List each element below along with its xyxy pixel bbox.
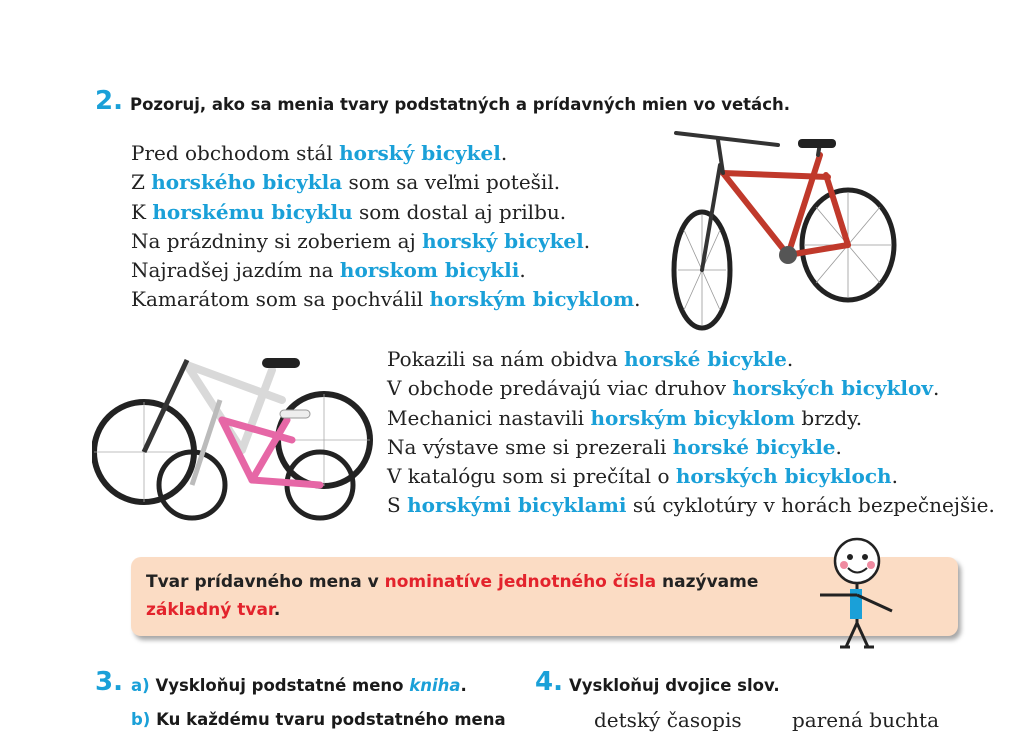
sentence-line bbox=[387, 404, 995, 433]
sentence-line bbox=[387, 345, 995, 374]
sentence-line bbox=[131, 139, 641, 168]
sentence-text-end: som sa veľmi potešil. bbox=[342, 170, 561, 195]
sentence-text-end: brzdy. bbox=[795, 405, 863, 430]
sentence-line bbox=[131, 198, 641, 227]
sentence-text: Na výstave sme si prezerali bbox=[387, 434, 673, 459]
sentence-text: V obchode predávajú viac druhov bbox=[387, 376, 733, 401]
highlighted-phrase: horský bicykel bbox=[422, 228, 584, 253]
highlighted-phrase: horských bicyklov bbox=[732, 376, 933, 401]
sentence-text-end: . bbox=[786, 347, 794, 371]
sentence-text-end: . bbox=[891, 464, 898, 489]
sentence-line bbox=[131, 227, 641, 256]
highlighted-phrase: horské bicykle bbox=[672, 434, 836, 459]
rule-highlight-nominative: nominatíve jednotného čísla bbox=[384, 572, 657, 592]
sentence-line bbox=[131, 256, 641, 285]
highlighted-phrase: horským bicyklom bbox=[429, 287, 635, 312]
highlighted-phrase: horských bicykloch bbox=[675, 464, 892, 489]
highlighted-phrase: horskom bicykli bbox=[339, 258, 520, 283]
task-3a-word: kniha bbox=[409, 676, 461, 695]
sentence-text: S bbox=[387, 493, 408, 518]
sentence-text-end: . bbox=[835, 434, 842, 459]
sentence-text-end: . bbox=[583, 228, 591, 253]
rule-text-period: . bbox=[273, 600, 281, 620]
two-bikes-image bbox=[92, 340, 377, 525]
sentence-text: Z bbox=[131, 170, 152, 195]
sentence-line bbox=[131, 285, 641, 314]
sentences-singular bbox=[131, 139, 641, 315]
highlighted-phrase: horskému bicyklu bbox=[152, 199, 353, 224]
sentence-text-end: . bbox=[933, 376, 940, 401]
sentence-text: Pred obchodom stál bbox=[131, 141, 340, 165]
sentence-line bbox=[387, 433, 995, 462]
sentence-text-end: . bbox=[500, 141, 508, 165]
sentence-text: Kamarátom som sa pochválil bbox=[131, 287, 430, 312]
task-3a-period: . bbox=[460, 676, 467, 695]
red-mountain-bike-image bbox=[668, 125, 903, 335]
sentence-text: V katalógu som si prečítal o bbox=[387, 464, 676, 489]
task-3a-label: a) bbox=[131, 676, 150, 695]
sentence-text: K bbox=[131, 199, 153, 224]
highlighted-phrase: horský bicykel bbox=[339, 141, 501, 165]
task-4-pair-1: detský časopis bbox=[594, 708, 742, 732]
sentence-text: Na prázdniny si zoberiem aj bbox=[131, 228, 423, 253]
sentence-text-end: . bbox=[634, 287, 641, 312]
rule-text-part1: Tvar prídavného mena v bbox=[146, 572, 385, 592]
rule-text-part2: nazývame bbox=[656, 572, 759, 592]
sentences-plural bbox=[387, 345, 995, 521]
sentence-line bbox=[131, 168, 641, 197]
task-3-number: 3. bbox=[95, 667, 123, 697]
sentence-text-end: . bbox=[519, 258, 526, 283]
sentence-text: Najradšej jazdím na bbox=[131, 258, 340, 283]
sentence-line bbox=[387, 462, 995, 491]
sentence-text-end: som dostal aj prilbu. bbox=[352, 199, 567, 224]
task-4-instruction: Vyskloňuj dvojice slov. bbox=[569, 676, 780, 695]
task-4-pair-2: parená buchta bbox=[792, 708, 940, 732]
task-2-number: 2. bbox=[95, 86, 123, 116]
sentence-line bbox=[387, 374, 995, 403]
task-3b-label: b) bbox=[131, 710, 151, 729]
rule-highlight-basic-form: základný tvar bbox=[146, 600, 274, 620]
task-2-instruction: Pozoruj, ako sa menia tvary podstatných a prídavných mien vo vetách. bbox=[130, 95, 790, 114]
sentence-text: Mechanici nastavili bbox=[387, 405, 591, 430]
sentence-text: Pokazili sa nám obidva bbox=[387, 347, 625, 371]
task-3b bbox=[131, 710, 506, 729]
rule-text bbox=[146, 568, 758, 624]
highlighted-phrase: horské bicykle bbox=[624, 347, 787, 371]
sentence-text-end: sú cyklotúry v horách bezpečnejšie. bbox=[626, 493, 995, 518]
task-3b-text: Ku každému tvaru podstatného mena bbox=[156, 710, 506, 729]
sentence-line bbox=[387, 491, 995, 520]
highlighted-phrase: horského bicykla bbox=[151, 170, 343, 195]
mascot-figure-image bbox=[812, 535, 902, 653]
highlighted-phrase: horským bicyklom bbox=[590, 405, 796, 430]
task-3a bbox=[131, 676, 467, 695]
task-4-number: 4. bbox=[535, 667, 563, 697]
task-3a-text: Vyskloňuj podstatné meno bbox=[155, 676, 410, 695]
highlighted-phrase: horskými bicyklami bbox=[407, 493, 627, 518]
